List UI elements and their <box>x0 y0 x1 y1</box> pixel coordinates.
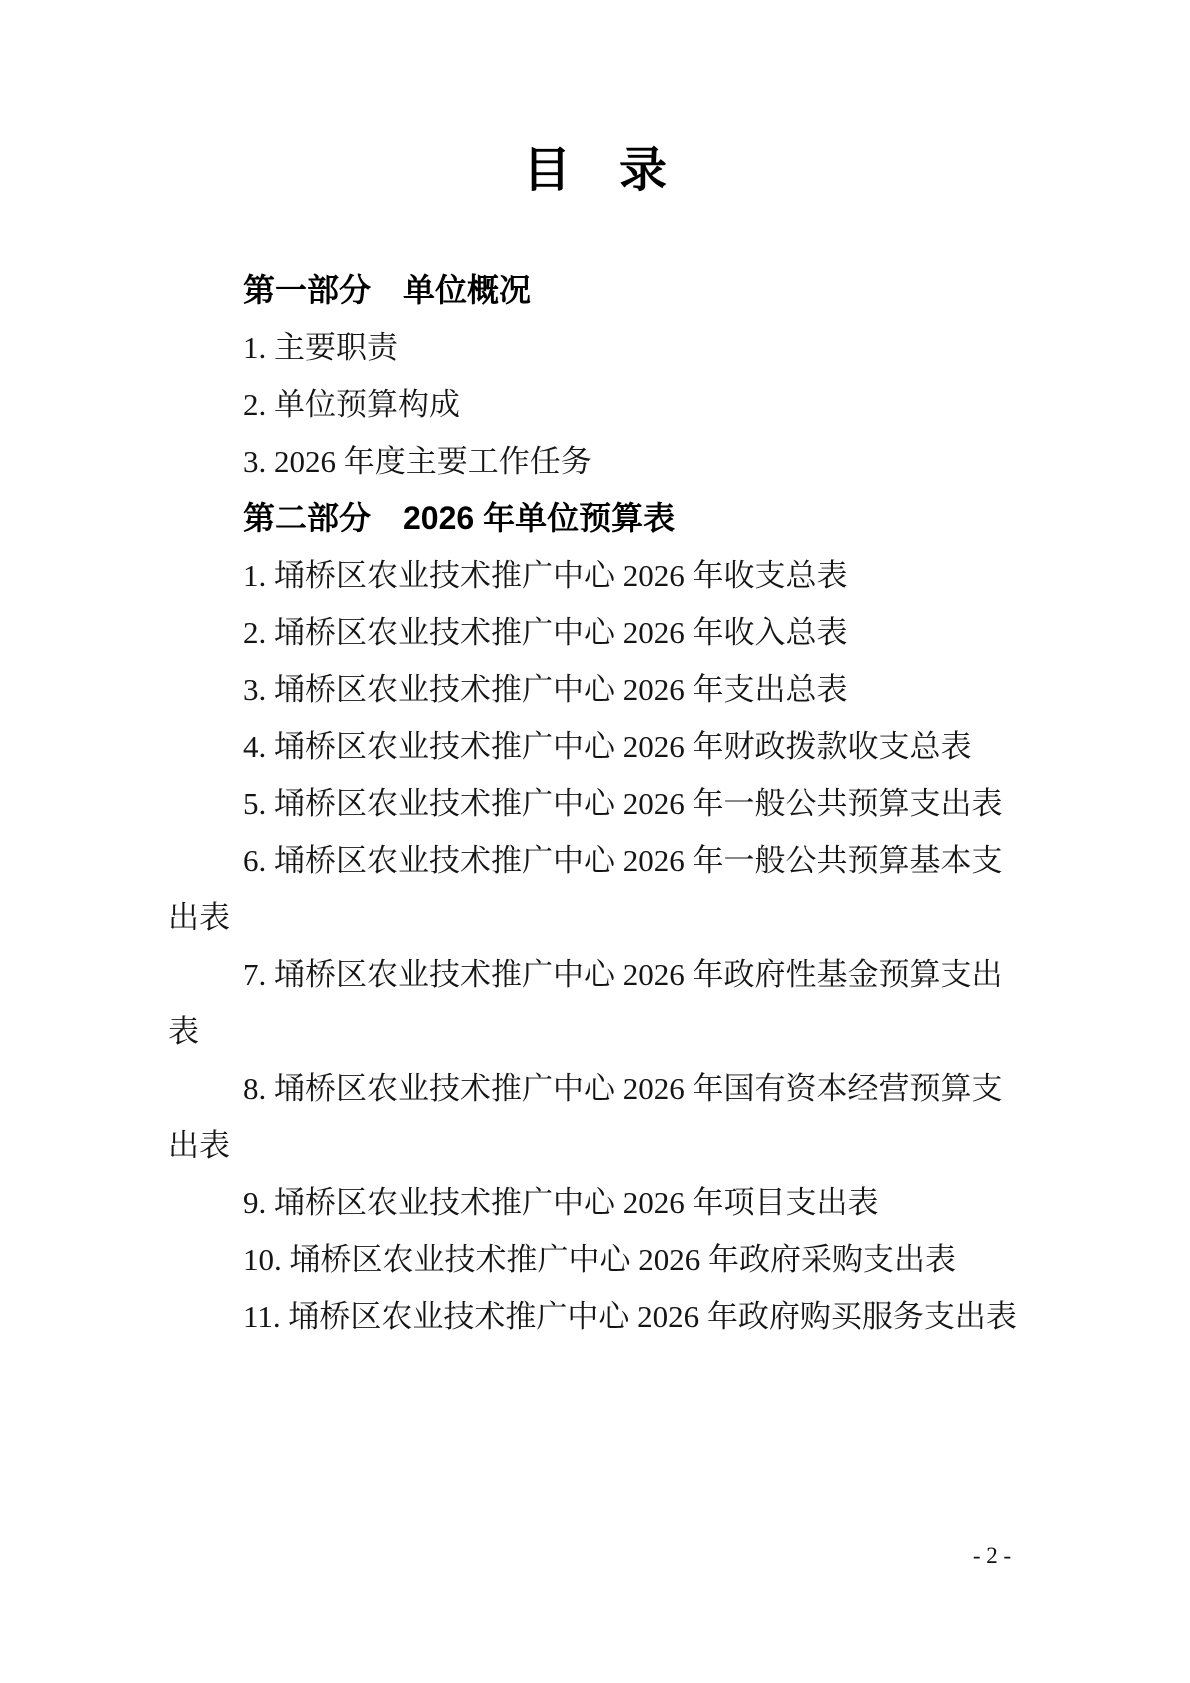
toc-entry: 5. 埇桥区农业技术推广中心 2026 年一般公共预算支出表 <box>243 786 1003 821</box>
section-heading-2: 第二部分 2026 年单位预算表 <box>243 500 676 536</box>
page-number: - 2 - <box>972 1543 1012 1568</box>
toc-entry: 3. 2026 年度主要工作任务 <box>243 444 592 479</box>
toc-entry: 1. 主要职责 <box>243 330 398 365</box>
toc-entry: 2. 埇桥区农业技术推广中心 2026 年收入总表 <box>243 615 848 650</box>
toc-entry: 7. 埇桥区农业技术推广中心 2026 年政府性基金预算支出表 <box>168 957 1003 1049</box>
toc-entry: 4. 埇桥区农业技术推广中心 2026 年财政拨款收支总表 <box>243 729 972 764</box>
toc-entry: 1. 埇桥区农业技术推广中心 2026 年收支总表 <box>243 558 848 593</box>
toc-entry: 2. 单位预算构成 <box>243 387 460 422</box>
toc-entry: 9. 埇桥区农业技术推广中心 2026 年项目支出表 <box>243 1185 879 1220</box>
toc-entry: 6. 埇桥区农业技术推广中心 2026 年一般公共预算基本支出表 <box>168 843 1003 935</box>
table-of-contents <box>168 262 1020 1345</box>
toc-entry: 3. 埇桥区农业技术推广中心 2026 年支出总表 <box>243 672 848 707</box>
toc-entry: 10. 埇桥区农业技术推广中心 2026 年政府采购支出表 <box>243 1242 956 1277</box>
section-heading-1: 第一部分 单位概况 <box>243 272 532 308</box>
page-title: 目 录 <box>522 144 667 197</box>
toc-entry: 8. 埇桥区农业技术推广中心 2026 年国有资本经营预算支出表 <box>168 1071 1003 1163</box>
toc-entry: 11. 埇桥区农业技术推广中心 2026 年政府购买服务支出表 <box>243 1299 1017 1334</box>
